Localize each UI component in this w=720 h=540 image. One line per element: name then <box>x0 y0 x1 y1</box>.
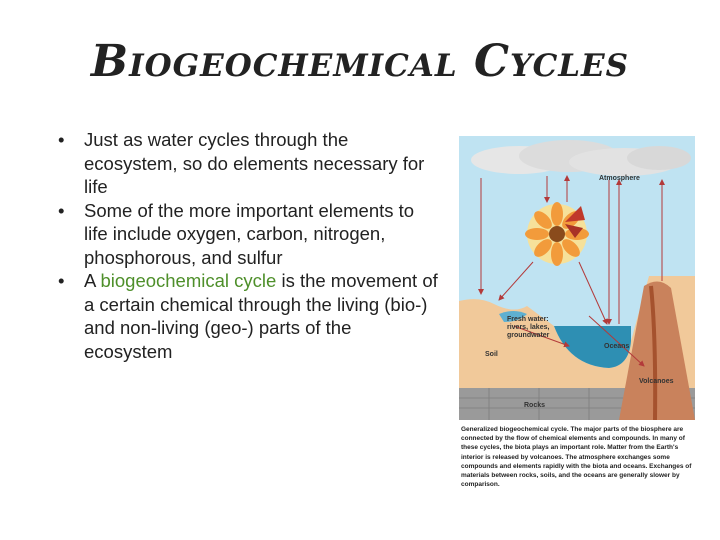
figure-caption: Generalized biogeochemical cycle. The major parts of the biosphere are connected by the flow of chemical elements and compounds. In many of these cycles, the biota plays an important role. Matter from the Earth's interior is released by volcanoes. The atmosphere exchanges some compounds and elements rapidly with the biota and oceans. Exchanges of materials between rocks, soils, and the oceans are generally slower by comparison. <box>461 426 692 489</box>
label-fresh-water-line3: groundwater <box>507 332 550 339</box>
bullet-marker: • <box>58 129 65 150</box>
label-fresh-water-line1: Fresh water: <box>507 316 549 323</box>
cloud-icon <box>471 140 691 176</box>
label-volcanoes: Volcanoes <box>639 378 674 385</box>
bullet-list <box>58 128 438 363</box>
label-atmosphere: Atmosphere <box>599 175 640 182</box>
label-soil: Soil <box>485 351 498 358</box>
bullet-text: Some of the more important elements to life include oxygen, carbon, nitrogen, phosphorous, and sulfur <box>84 199 415 268</box>
label-fresh-water-line2: rivers, lakes, <box>507 324 550 331</box>
highlighted-term: biogeochemical cycle <box>100 270 277 291</box>
bullet-text-suffix: is the movement of a certain chemical through the living (bio-) and non-living (geo-) parts of the ecosystem <box>84 270 438 362</box>
bullet-item <box>58 199 438 270</box>
label-rocks: Rocks <box>524 402 546 409</box>
bullet-marker: • <box>58 199 65 221</box>
bullet-item <box>58 128 438 199</box>
slide-title: Biogeochemical Cycles <box>90 36 630 87</box>
label-oceans: Oceans <box>604 343 630 350</box>
bullet-text: Just as water cycles through the ecosystem, so do elements necessary for life <box>84 129 425 197</box>
bullet-marker: • <box>58 270 65 291</box>
bullet-item <box>58 269 438 363</box>
biogeochemical-cycle-diagram <box>459 136 695 420</box>
bullet-text: A <box>84 270 101 291</box>
label-fresh-water <box>507 316 549 340</box>
